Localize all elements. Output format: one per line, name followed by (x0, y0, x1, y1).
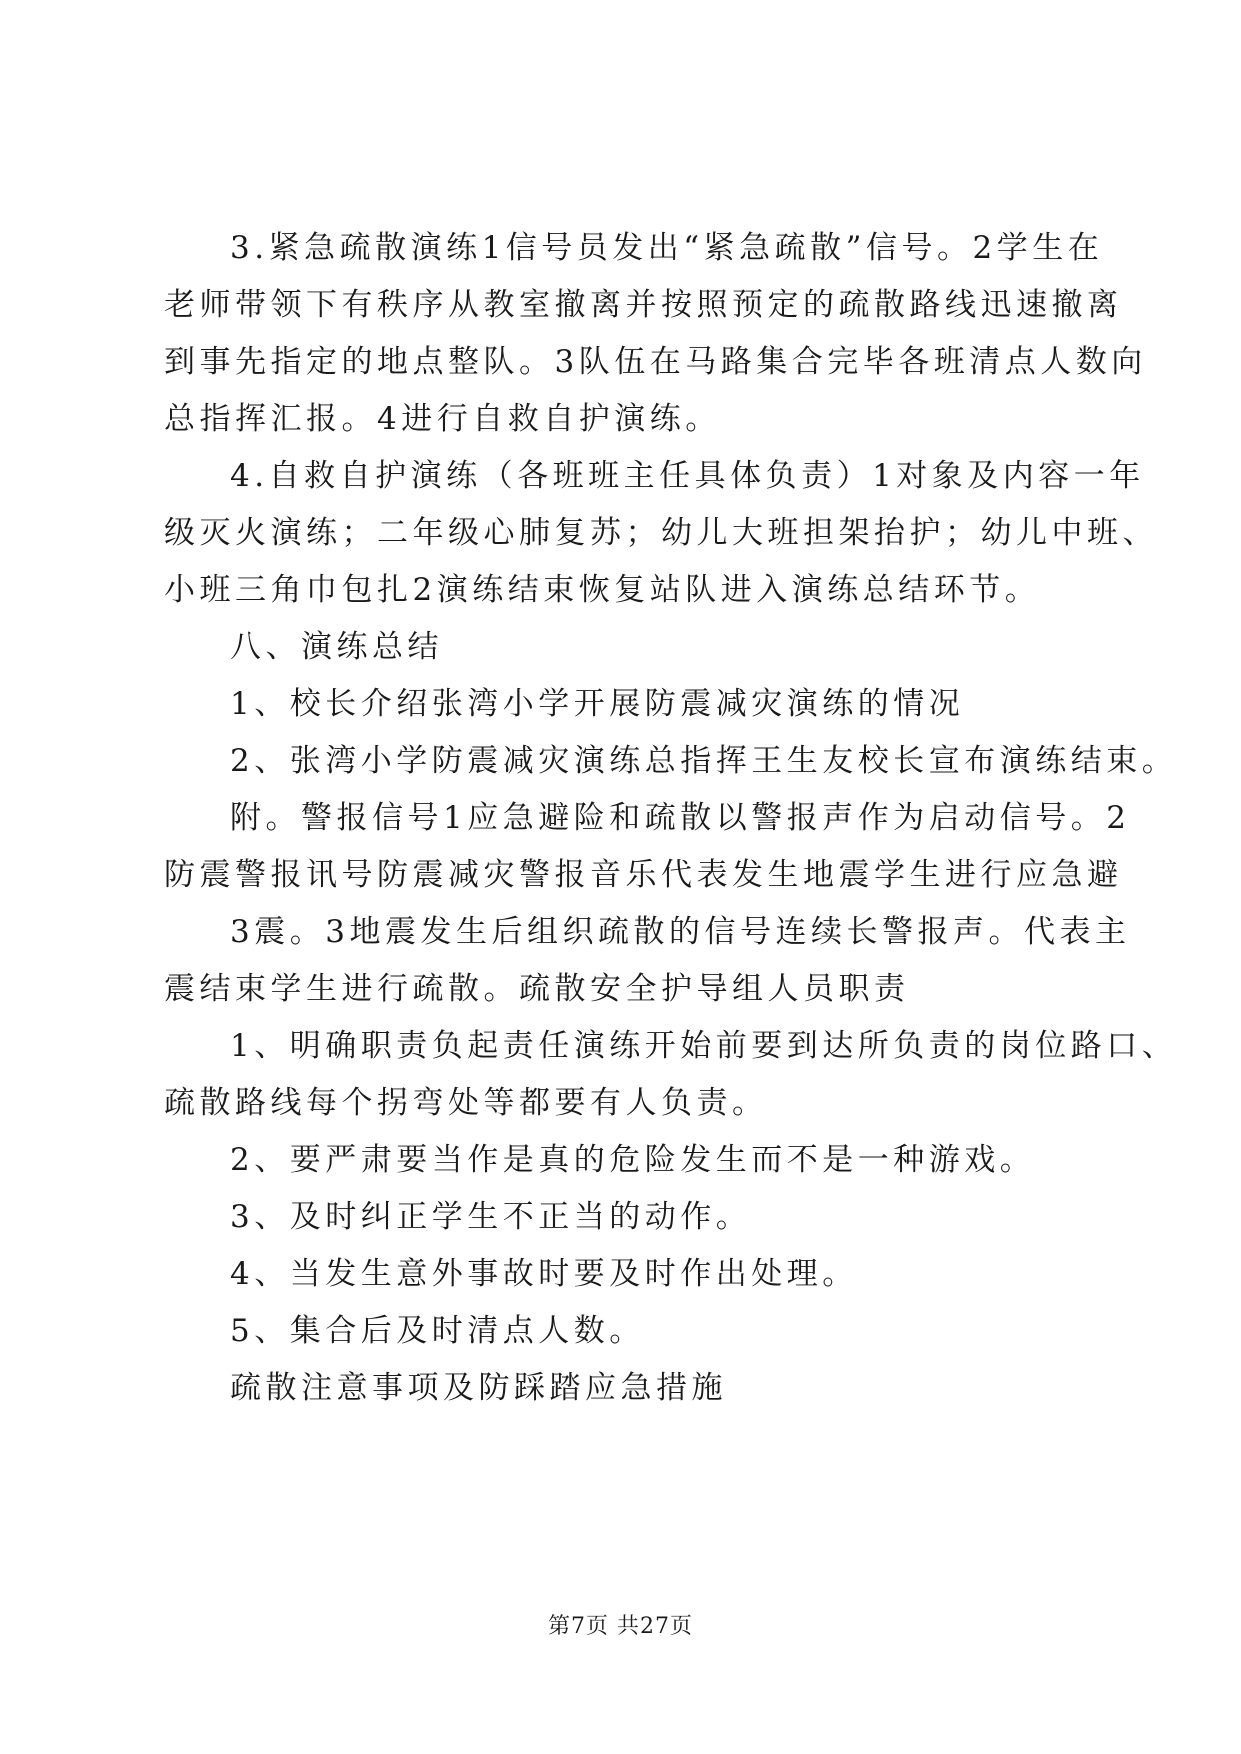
page-number-footer: 第7页 共27页 (548, 1614, 693, 1639)
paragraph-line: 3、及时纠正学生不正当的动作。 (230, 1199, 752, 1235)
paragraph-line: 防震警报讯号防震减灾警报音乐代表发生地震学生进行应急避 (164, 857, 1123, 893)
paragraph-line: 附。警报信号1应急避险和疏散以警报声作为启动信号。2 (230, 800, 1131, 836)
paragraph-line: 1、校长介绍张湾小学开展防震减灾演练的情况 (230, 686, 965, 722)
paragraph-line: 1、明确职责负起责任演练开始前要到达所负责的岗位路口、 (230, 1028, 1178, 1064)
paragraph-line: 到事先指定的地点整队。3队伍在马路集合完毕各班清点人数向 (164, 344, 1147, 380)
paragraph-line: 2、张湾小学防震减灾演练总指挥王生友校长宣布演练结束。 (230, 743, 1178, 779)
paragraph-line: 小班三角巾包扎2演练结束恢复站队进入演练总结环节。 (164, 572, 1041, 608)
paragraph-line: 总指挥汇报。4进行自救自护演练。 (164, 401, 721, 437)
paragraph-line: 3震。3地震发生后组织疏散的信号连续长警报声。代表主 (230, 914, 1131, 950)
paragraph-line: 5、集合后及时清点人数。 (230, 1313, 645, 1349)
paragraph-line: 疏散路线每个拐弯处等都要有人负责。 (164, 1085, 768, 1121)
paragraph-line: 级灭火演练；二年级心肺复苏；幼儿大班担架抬护；幼儿中班、 (164, 515, 1158, 551)
paragraph-line: 震结束学生进行疏散。疏散安全护导组人员职责 (164, 971, 910, 1007)
section-heading: 八、演练总结 (230, 629, 443, 665)
section-heading: 疏散注意事项及防踩踏应急措施 (230, 1370, 727, 1406)
paragraph-line: 老师带领下有秩序从教室撤离并按照预定的疏散路线迅速撤离 (164, 287, 1123, 323)
paragraph-line: 4、当发生意外事故时要及时作出处理。 (230, 1256, 858, 1292)
paragraph-line: 2、要严肃要当作是真的危险发生而不是一种游戏。 (230, 1142, 1036, 1178)
paragraph-line: 4.自救自护演练（各班班主任具体负责）1对象及内容一年 (230, 458, 1145, 494)
paragraph-line: 3.紧急疏散演练1信号员发出“紧急疏散”信号。2学生在 (230, 230, 1104, 266)
